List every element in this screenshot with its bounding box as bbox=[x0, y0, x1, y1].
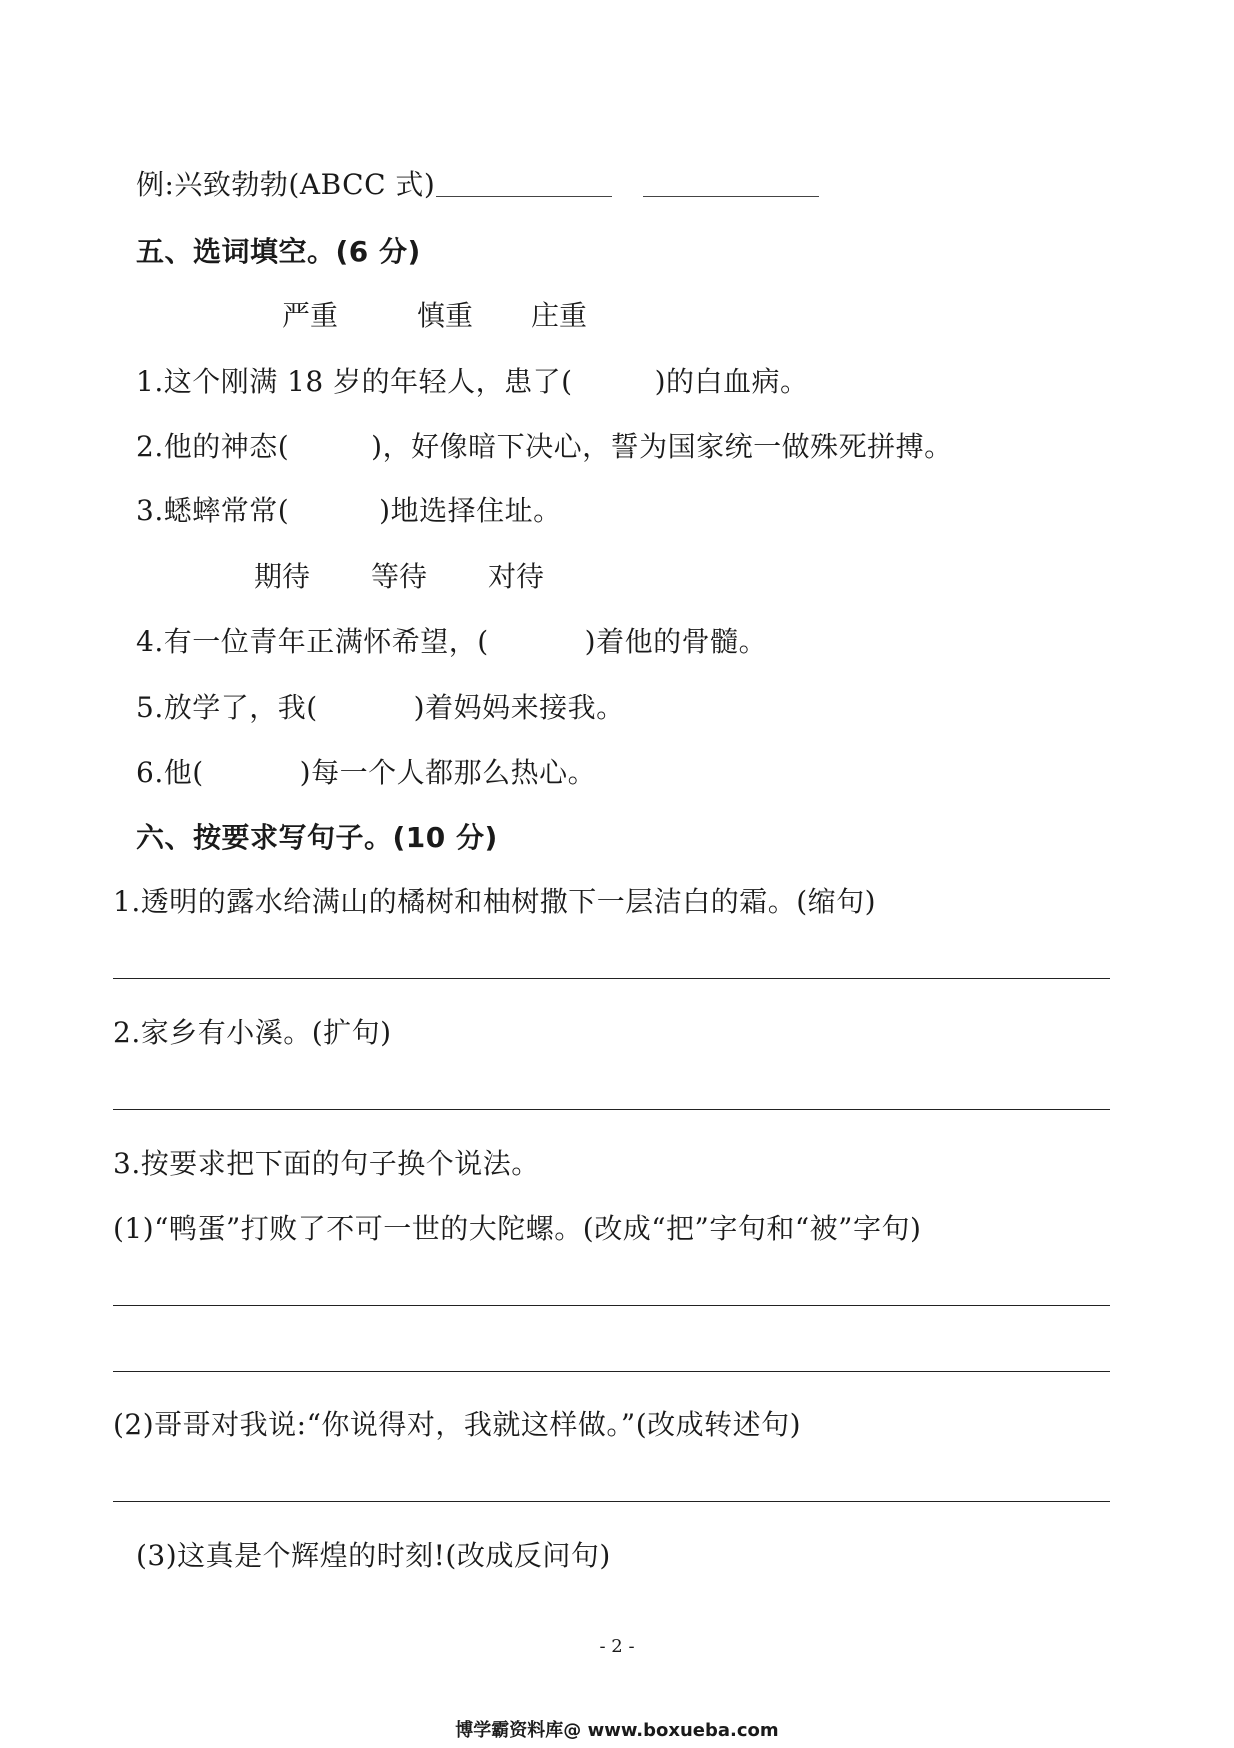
question-text: )的白血病。 bbox=[654, 365, 809, 398]
question-5-3 bbox=[136, 491, 562, 531]
question-6-1: 1.透明的露水给满山的橘树和柚树撒下一层洁白的霜。(缩句) bbox=[113, 885, 877, 918]
answer-line[interactable] bbox=[113, 1109, 1110, 1110]
answer-blank-2[interactable] bbox=[643, 196, 819, 197]
word-option: 期待 bbox=[254, 560, 311, 593]
question-text: 6.他( bbox=[136, 756, 204, 789]
section5-heading: 五、选词填空。(6 分) bbox=[136, 235, 421, 268]
question-text: )，好像暗下决心，誓为国家统一做殊死拼搏。 bbox=[371, 430, 953, 463]
question-text: 2.他的神态( bbox=[136, 430, 290, 463]
question-6-3-2: (2)哥哥对我说:“你说得对，我就这样做。”(改成转述句) bbox=[113, 1408, 802, 1441]
section6-heading: 六、按要求写句子。(10 分) bbox=[136, 821, 498, 854]
answer-line[interactable] bbox=[113, 978, 1110, 979]
page-number: - 2 - bbox=[599, 1636, 635, 1657]
question-text: 4.有一位青年正满怀希望，( bbox=[136, 625, 489, 658]
footer-watermark: 博学霸资料库@ www.boxueba.com bbox=[455, 1720, 779, 1741]
answer-line[interactable] bbox=[113, 1501, 1110, 1502]
question-5-5 bbox=[136, 688, 625, 728]
word-option: 严重 bbox=[282, 299, 339, 332]
word-option: 等待 bbox=[371, 560, 428, 593]
question-5-2 bbox=[136, 427, 953, 467]
word-option: 对待 bbox=[488, 560, 545, 593]
answer-line[interactable] bbox=[113, 1305, 1110, 1306]
question-6-3: 3.按要求把下面的句子换个说法。 bbox=[113, 1147, 540, 1180]
answer-blank-1[interactable] bbox=[436, 196, 612, 197]
question-text: 1.这个刚满 18 岁的年轻人，患了( bbox=[136, 365, 573, 398]
question-6-2: 2.家乡有小溪。(扩句) bbox=[113, 1016, 392, 1049]
example-line: 例:兴致勃勃(ABCC 式) bbox=[136, 168, 436, 201]
question-5-1 bbox=[136, 362, 809, 402]
word-option: 庄重 bbox=[531, 299, 588, 332]
question-text: )着妈妈来接我。 bbox=[413, 691, 625, 724]
question-text: 5.放学了，我( bbox=[136, 691, 318, 724]
answer-line[interactable] bbox=[113, 1371, 1110, 1372]
question-5-6 bbox=[136, 753, 596, 793]
question-text: )每一个人都那么热心。 bbox=[299, 756, 597, 789]
question-6-3-3: (3)这真是个辉煌的时刻!(改成反问句) bbox=[136, 1539, 611, 1572]
question-5-4 bbox=[136, 622, 767, 662]
word-option: 慎重 bbox=[417, 299, 474, 332]
question-text: )地选择住址。 bbox=[379, 494, 562, 527]
question-text: 3.蟋蟀常常( bbox=[136, 494, 290, 527]
question-text: )着他的骨髓。 bbox=[584, 625, 768, 658]
question-6-3-1: (1)“鸭蛋”打败了不可一世的大陀螺。(改成“把”字句和“被”字句) bbox=[113, 1212, 922, 1245]
